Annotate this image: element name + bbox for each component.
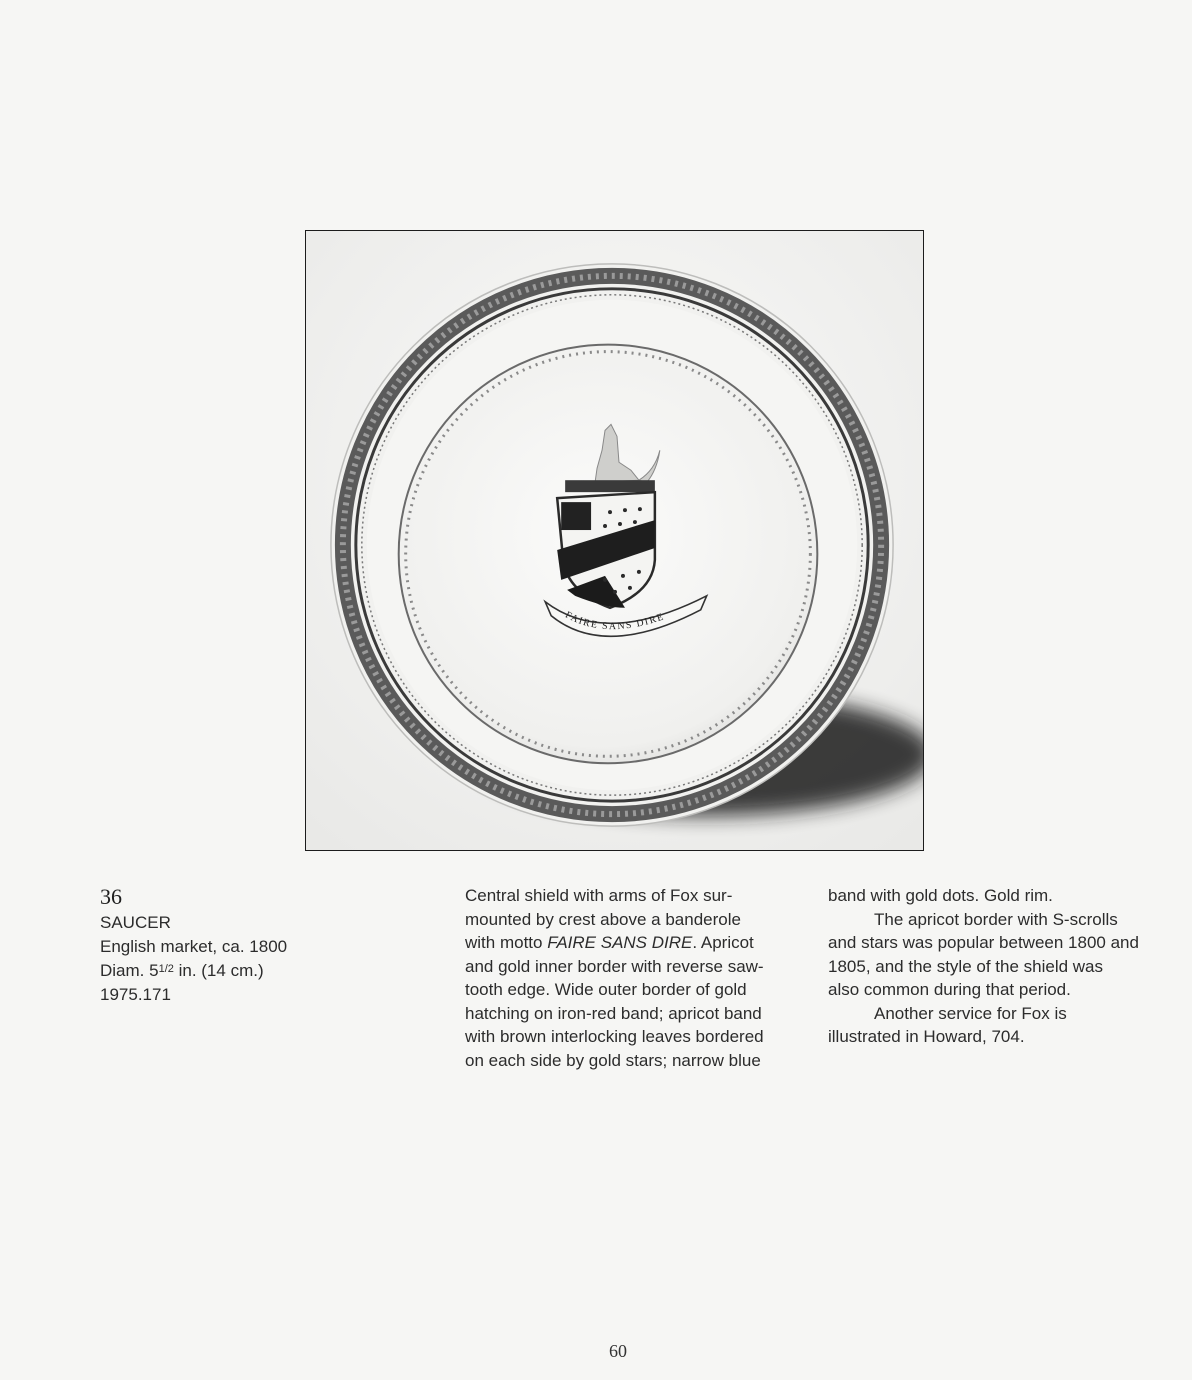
paragraph-line: also common during that period. [828,980,1071,999]
description-column-2 [828,884,1148,1049]
accession-number: 1975.171 [100,984,171,1004]
description-line: on each side by gold stars; narrow blue [465,1050,761,1070]
dimensions [100,958,340,983]
dimensions-fraction: 1/2 [158,963,174,975]
banderole-motto: FAIRE SANS DIRE [563,609,667,633]
motto-trail: . Apricot [692,933,754,952]
coat-of-arms [557,492,655,608]
motto-lead: with motto [465,933,548,952]
description-line: and gold inner border with reverse saw- [465,956,764,976]
market-date: English market, ca. 1800 [100,936,288,956]
paragraph-line: 1805, and the style of the shield was [828,956,1104,976]
description-line: tooth edge. Wide outer border of gold [465,980,747,999]
saucer-illustration [306,231,923,850]
paragraph-line: illustrated in Howard, 704. [828,1027,1025,1046]
description-column-1 [465,884,785,1072]
catalog-entry [100,884,340,1006]
motto-italic: FAIRE SANS DIRE [547,933,693,952]
dimensions-prefix: Diam. 5 [100,961,159,980]
description-line: mounted by crest above a banderole [465,909,741,929]
paragraph-line: Another service for Fox is [874,1003,1067,1023]
description-line: hatching on iron-red band; apricot band [465,1003,762,1023]
description-line: band with gold dots. Gold rim. [828,886,1053,905]
description-line: with brown interlocking leaves bordered [465,1027,764,1046]
description-line: Central shield with arms of Fox sur- [465,886,733,905]
catalog-number: 36 [100,884,122,909]
dimensions-suffix: in. (14 cm.) [173,961,264,980]
paragraph-line: The apricot border with S-scrolls [874,909,1118,929]
object-type: SAUCER [100,913,171,932]
saucer-photograph [305,230,924,851]
description-line [465,931,785,955]
page-number: 60 [609,1341,627,1361]
paragraph-line: and stars was popular between 1800 and [828,933,1139,952]
